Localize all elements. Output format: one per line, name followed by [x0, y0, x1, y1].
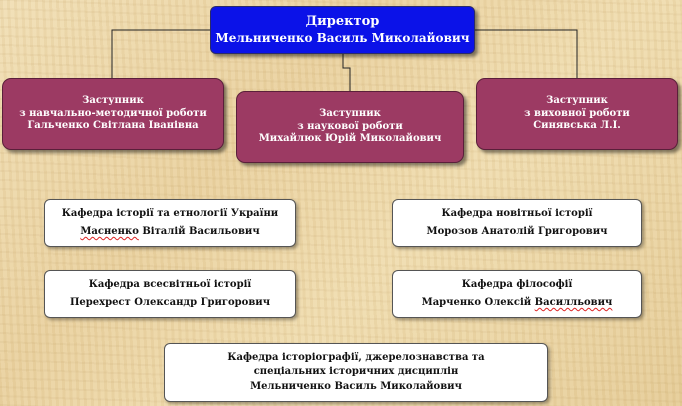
- department-historiography-box: [164, 343, 548, 402]
- connector-director-deputy-center: [343, 54, 350, 91]
- deputy-title: Заступник: [546, 95, 608, 107]
- department-head: [422, 297, 613, 310]
- deputy-area: з навчально-методичної роботи: [19, 107, 207, 119]
- deputy-education-box: [476, 78, 678, 150]
- department-head-given: Віталій Васильович: [138, 226, 260, 237]
- deputy-academic-box: [2, 78, 224, 150]
- department-head: Морозов Анатолій Григорович: [426, 226, 608, 237]
- department-philosophy-box: [392, 270, 642, 318]
- department-modern-history-box: [392, 199, 642, 247]
- department-head-surname: Масненко: [80, 226, 139, 237]
- director-box: [210, 6, 475, 54]
- department-head-main: Марченко Олексій: [421, 297, 535, 308]
- connector-director-deputy-right: [475, 30, 577, 78]
- deputy-title: Заступник: [319, 108, 381, 120]
- department-name: Кафедра філософії: [461, 278, 573, 290]
- deputy-name: Гальченко Світлана Іванівна: [27, 120, 199, 132]
- department-ukraine-history-box: [44, 199, 296, 247]
- department-head: Мельниченко Василь Миколайович: [250, 380, 462, 392]
- director-title: Директор: [305, 14, 380, 30]
- deputy-name: Синявська Л.І.: [533, 120, 621, 132]
- department-name: Кафедра історії та етнології України: [61, 207, 279, 219]
- department-head: [80, 226, 259, 239]
- connector-director-deputy-left: [112, 30, 210, 78]
- department-name-line1: Кафедра історіографії, джерелознавства та: [227, 351, 485, 363]
- deputy-name: Михайлюк Юрій Миколайович: [258, 133, 442, 145]
- deputy-title: Заступник: [82, 95, 144, 107]
- department-head: Перехрест Олександр Григорович: [69, 297, 271, 308]
- deputy-research-box: [236, 91, 464, 163]
- department-world-history-box: [44, 270, 296, 318]
- department-name: Кафедра всесвітньої історії: [88, 278, 252, 290]
- deputy-area: з виховної роботи: [524, 107, 630, 119]
- director-name: Мельниченко Василь Миколайович: [215, 30, 470, 45]
- department-name-line2: спеціальних історичних дисциплін: [253, 366, 459, 378]
- department-head-patronymic: Василльович: [534, 297, 613, 308]
- deputy-area: з наукової роботи: [297, 120, 403, 132]
- department-name: Кафедра новітньої історії: [441, 207, 593, 219]
